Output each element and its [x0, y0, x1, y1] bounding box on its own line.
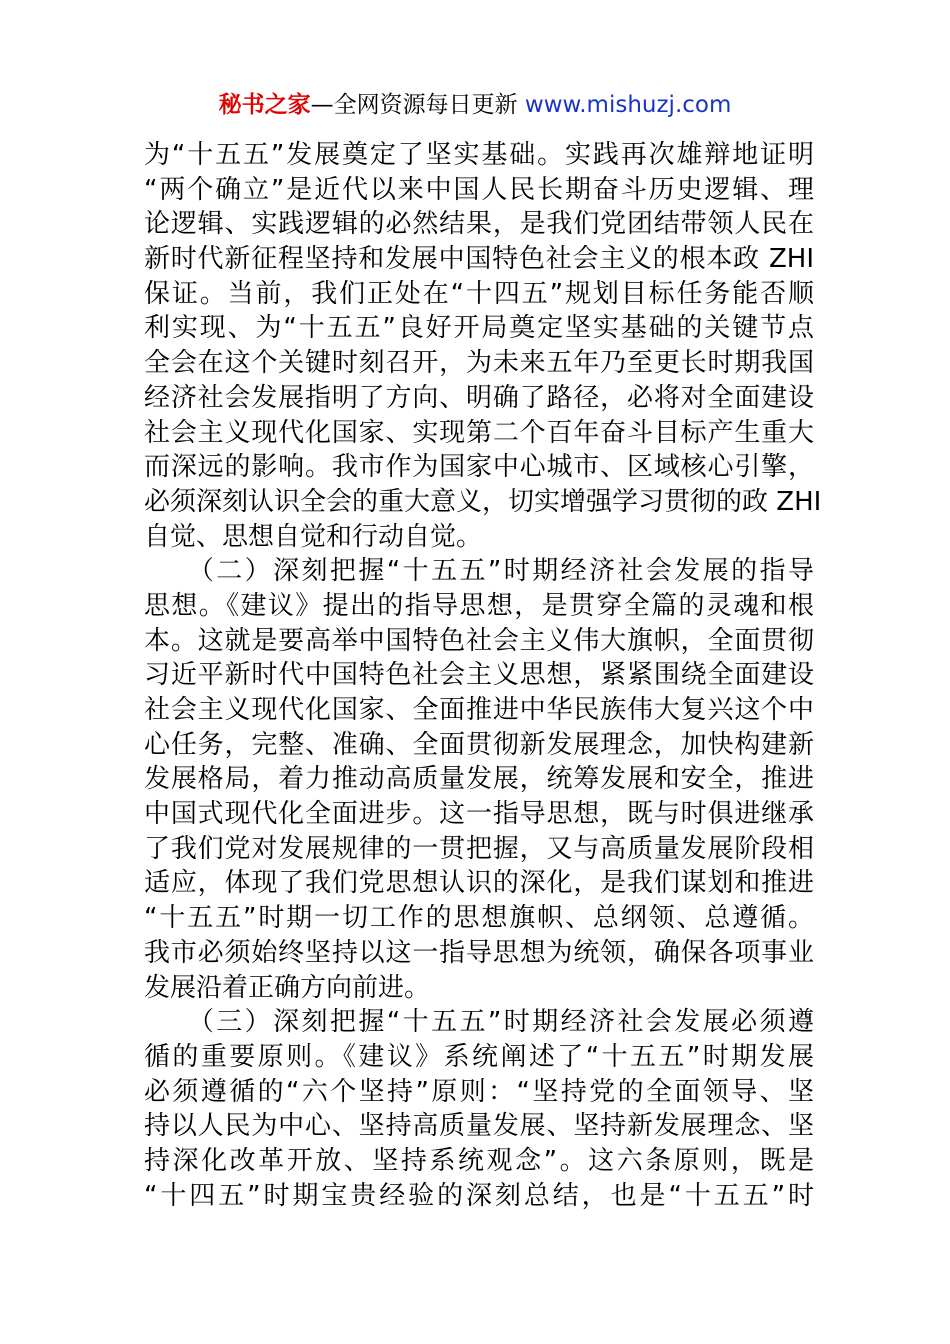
banner-tagline: —全网资源每日更新: [310, 92, 525, 118]
text-line: 保证。当前，我们正处在“十四五”规划目标任务能否顺: [144, 278, 814, 309]
text-line: “十五五”时期一切工作的思想旗帜、总纲领、总遵循。: [144, 903, 814, 934]
text-line: 社会主义现代化国家、实现第二个百年奋斗目标产生重大: [144, 417, 814, 448]
text-line: “十四五”时期宝贵经验的深刻总结，也是“十五五”时: [144, 1180, 814, 1211]
text-line: 发展沿着正确方向前进。: [144, 972, 431, 1003]
text-line: 本。这就是要高举中国特色社会主义伟大旗帜，全面贯彻: [144, 625, 814, 656]
text-line: 全会在这个关键时刻召开，为未来五年乃至更长时期我国: [144, 348, 814, 379]
text-line: 发展格局，着力推动高质量发展，统筹发展和安全，推进: [144, 764, 814, 795]
text-line: 中国式现代化全面进步。这一指导思想，既与时俱进继承: [144, 799, 814, 830]
text-line: 适应，体现了我们党思想认识的深化，是我们谋划和推进: [144, 868, 814, 899]
text-line: （二）深刻把握“十五五”时期经济社会发展的指导: [144, 556, 814, 587]
text-line: 论逻辑、实践逻辑的必然结果，是我们党团结带领人民在: [144, 209, 814, 240]
site-banner: [0, 88, 950, 122]
text-line: 持深化改革开放、坚持系统观念”。这六条原则，既是: [144, 1145, 814, 1176]
text-line: 循的重要原则。《建议》系统阐述了“十五五”时期发展: [144, 1041, 814, 1072]
site-url-link[interactable]: www.mishuzj.com: [524, 92, 732, 118]
text-line: “两个确立”是近代以来中国人民长期奋斗历史逻辑、理: [144, 174, 814, 205]
text-line: 心任务，完整、准确、全面贯彻新发展理念，加快构建新: [144, 729, 814, 760]
text-line: 思想。《建议》提出的指导思想，是贯穿全篇的灵魂和根: [144, 590, 814, 621]
text-line: 了我们党对发展规律的一贯把握，又与高质量发展阶段相: [144, 833, 814, 864]
brand-name: 秘书之家: [218, 92, 311, 118]
document-body: [144, 138, 822, 1213]
text-line: 持以人民为中心、坚持高质量发展、坚持新发展理念、坚: [144, 1111, 814, 1142]
text-line: 而深远的影响。我市作为国家中心城市、区域核心引擎，: [144, 452, 814, 483]
text-line: 为“十五五”发展奠定了坚实基础。实践再次雄辩地证明: [144, 140, 814, 170]
text-line: 社会主义现代化国家、全面推进中华民族伟大复兴这个中: [144, 695, 814, 725]
text-line: 必须深刻认识全会的重大意义，切实增强学习贯彻的政 ZHI: [144, 486, 822, 517]
text-line: 新时代新征程坚持和发展中国特色社会主义的根本政 ZHI: [144, 244, 814, 275]
text-line: 习近平新时代中国特色社会主义思想，紧紧围绕全面建设: [144, 660, 814, 691]
text-line: 自觉、思想自觉和行动自觉。: [144, 521, 483, 552]
text-line: 利实现、为“十五五”良好开局奠定坚实基础的关键节点: [144, 313, 814, 344]
text-line: （三）深刻把握“十五五”时期经济社会发展必须遵: [144, 1007, 814, 1038]
text-line: 经济社会发展指明了方向、明确了路径，必将对全面建设: [144, 382, 814, 413]
text-line: 必须遵循的“六个坚持”原则：“坚持党的全面领导、坚: [144, 1076, 814, 1107]
text-line: 我市必须始终坚持以这一指导思想为统领，确保各项事业: [144, 937, 814, 968]
